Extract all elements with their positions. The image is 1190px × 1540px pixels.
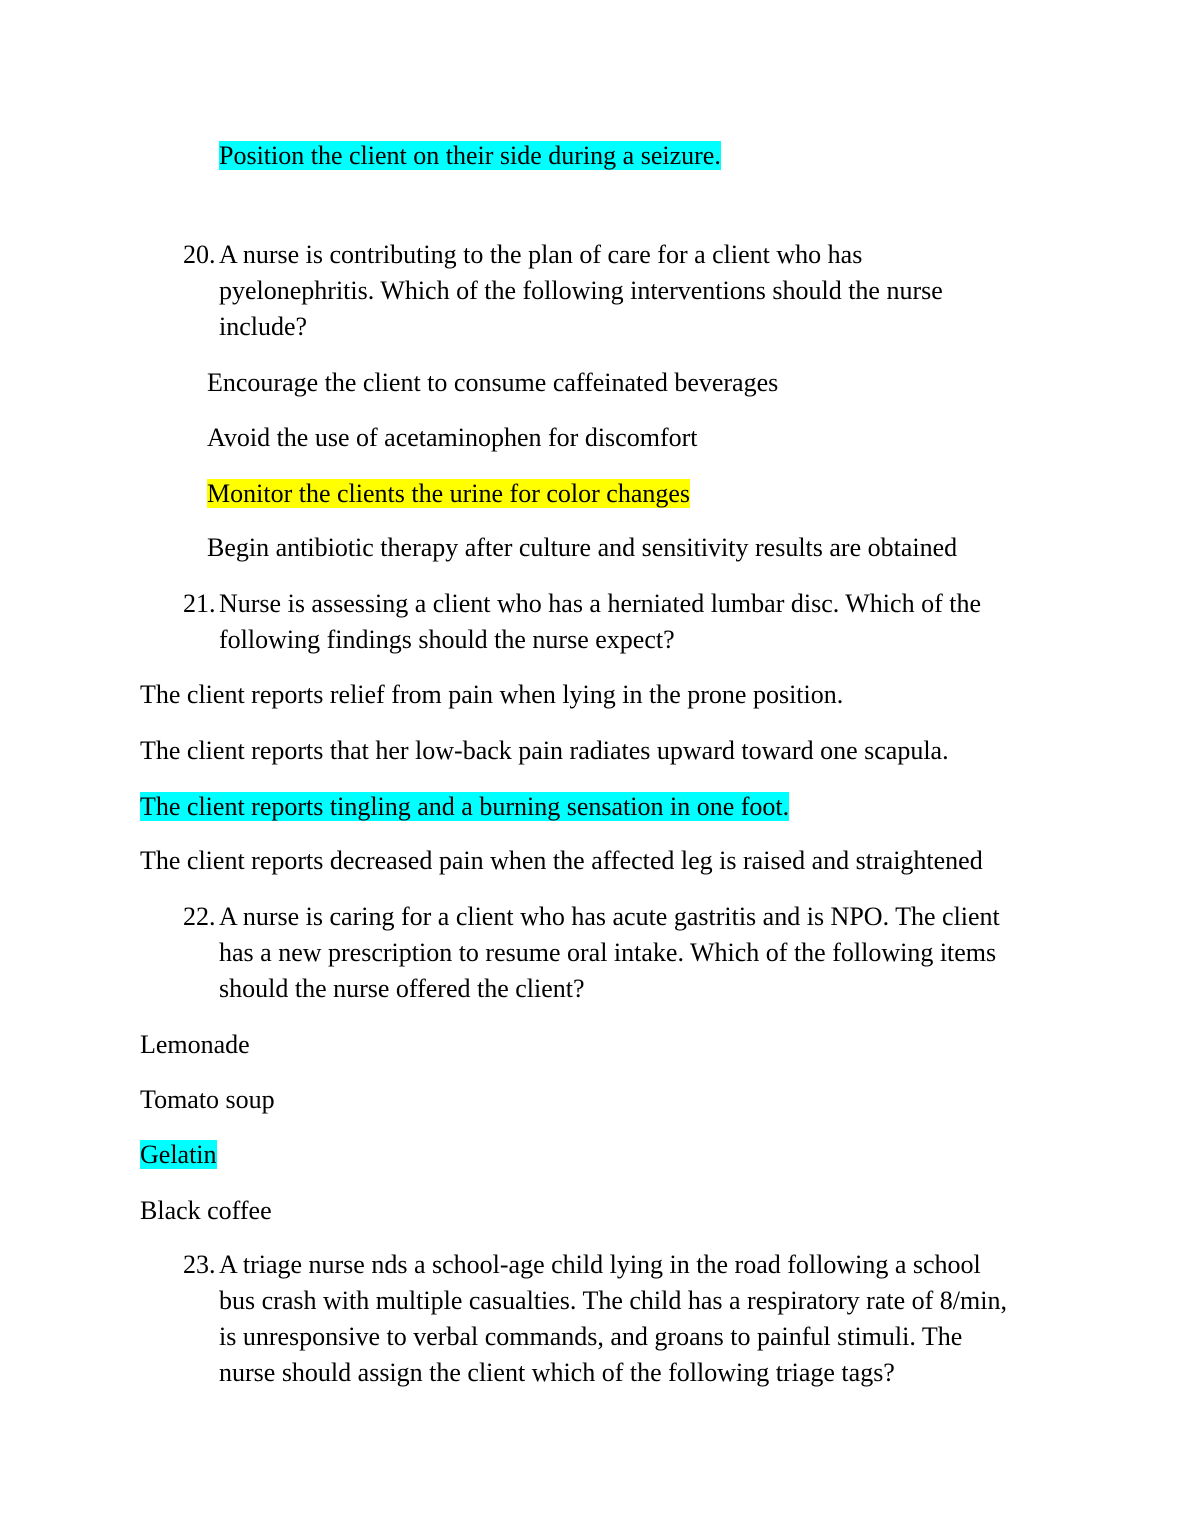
answer-option: Begin antibiotic therapy after culture and sensitivity results are obtained (207, 533, 958, 562)
answer-option: The client reports relief from pain when lying in the prone position. (140, 680, 844, 709)
highlighted-answer: Gelatin (140, 1140, 217, 1169)
question-number: 23. (183, 1250, 216, 1279)
question-text-line: bus crash with multiple casualties. The child has a respiratory rate of 8/min, (219, 1286, 1007, 1315)
highlighted-answer: Monitor the clients the urine for color changes (207, 479, 691, 508)
answer-option-highlighted (140, 1137, 217, 1173)
question-text-line: has a new prescription to resume oral intake. Which of the following items (219, 938, 997, 967)
answer-option-highlighted (140, 789, 789, 825)
question-text-line: A nurse is contributing to the plan of care for a client who has (219, 240, 863, 269)
highlighted-answer: The client reports tingling and a burning sensation in one foot. (140, 792, 790, 821)
highlighted-answer: Position the client on their side during a seizure. (219, 141, 721, 170)
answer-option: The client reports that her low-back pain radiates upward toward one scapula. (140, 736, 949, 765)
question-text-line: Nurse is assessing a client who has a herniated lumbar disc. Which of the (219, 589, 981, 618)
question-text-line: A nurse is caring for a client who has acute gastritis and is NPO. The client (219, 902, 1000, 931)
question-text-line: nurse should assign the client which of the following triage tags? (219, 1358, 895, 1387)
question-text-line: should the nurse offered the client? (219, 974, 585, 1003)
question-text-line: is unresponsive to verbal commands, and groans to painful stimuli. The (219, 1322, 963, 1351)
question-text-line: include? (219, 312, 308, 341)
answer-line (219, 138, 721, 174)
question-text-line: following findings should the nurse expect? (219, 625, 675, 654)
question-text-line: A triage nurse nds a school-age child lying in the road following a school (219, 1250, 981, 1279)
answer-option: Encourage the client to consume caffeinated beverages (207, 368, 779, 397)
answer-option: The client reports decreased pain when the affected leg is raised and straightened (140, 846, 983, 875)
answer-option: Black coffee (140, 1196, 272, 1225)
answer-option: Lemonade (140, 1030, 250, 1059)
question-number: 22. (183, 902, 216, 931)
answer-option: Avoid the use of acetaminophen for discomfort (207, 423, 698, 452)
question-number: 21. (183, 589, 216, 618)
question-text-line: pyelonephritis. Which of the following interventions should the nurse (219, 276, 943, 305)
answer-option: Tomato soup (140, 1085, 275, 1114)
question-number: 20. (183, 240, 216, 269)
answer-option-highlighted (207, 476, 690, 512)
